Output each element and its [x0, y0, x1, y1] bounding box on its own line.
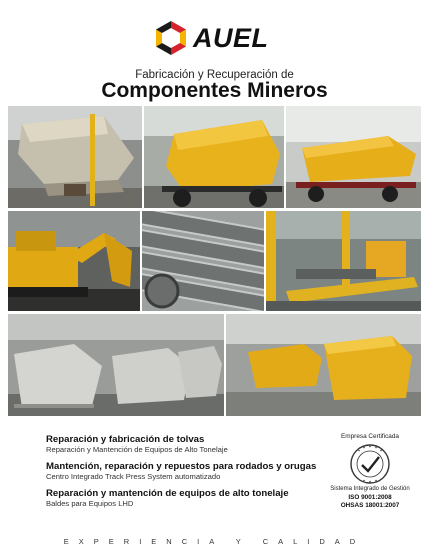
- header: [0, 0, 429, 104]
- service-subtitle: Centro Integrado Track Press System automatizado: [46, 472, 221, 481]
- certification-iso: ISO 9001:2008: [348, 493, 392, 501]
- certification-seal-icon: [349, 443, 391, 485]
- photo-crawler-tracks: [142, 211, 264, 311]
- photo-truck-bed-yellow: [144, 106, 284, 208]
- photo-track-press-system: [266, 211, 421, 311]
- photo-lhd-buckets-grey: [8, 314, 224, 416]
- brand-name: AUEL: [193, 22, 269, 53]
- photo-hopper-workshop: [8, 106, 142, 208]
- service-title: Reparación y mantención de equipos de alto tonelaje: [46, 488, 289, 499]
- certification-heading: Empresa Certificada: [341, 433, 399, 440]
- page-title: Componentes Mineros: [101, 79, 328, 102]
- services-list: [46, 434, 316, 515]
- brand-logo: [153, 20, 269, 56]
- photo-lhd-buckets-yellow: [226, 314, 421, 416]
- photo-truck-bed-trailer: [286, 106, 421, 208]
- service-item: [46, 434, 316, 454]
- service-title: Mantención, reparación y repuestos para rodados y orugas: [46, 461, 317, 472]
- photo-excavator: [8, 211, 140, 311]
- service-item: [46, 461, 316, 481]
- service-subtitle: Baldes para Equipos LHD: [46, 499, 134, 508]
- service-item: [46, 488, 316, 508]
- auel-logo-icon: [153, 20, 189, 56]
- service-subtitle: Reparación y Mantención de Equipos de Alto Tonelaje: [46, 445, 228, 454]
- tagline: EXPERIENCIA Y CALIDAD: [63, 537, 366, 546]
- certification-system: Sistema Integrado de Gestión: [330, 486, 410, 492]
- certification-block: [318, 433, 422, 510]
- certification-ohsas: OHSAS 18001:2007: [340, 501, 400, 509]
- service-title: Reparación y fabricación de tolvas: [46, 434, 205, 445]
- header-subtitle: Fabricación y Recuperación de: [135, 69, 294, 81]
